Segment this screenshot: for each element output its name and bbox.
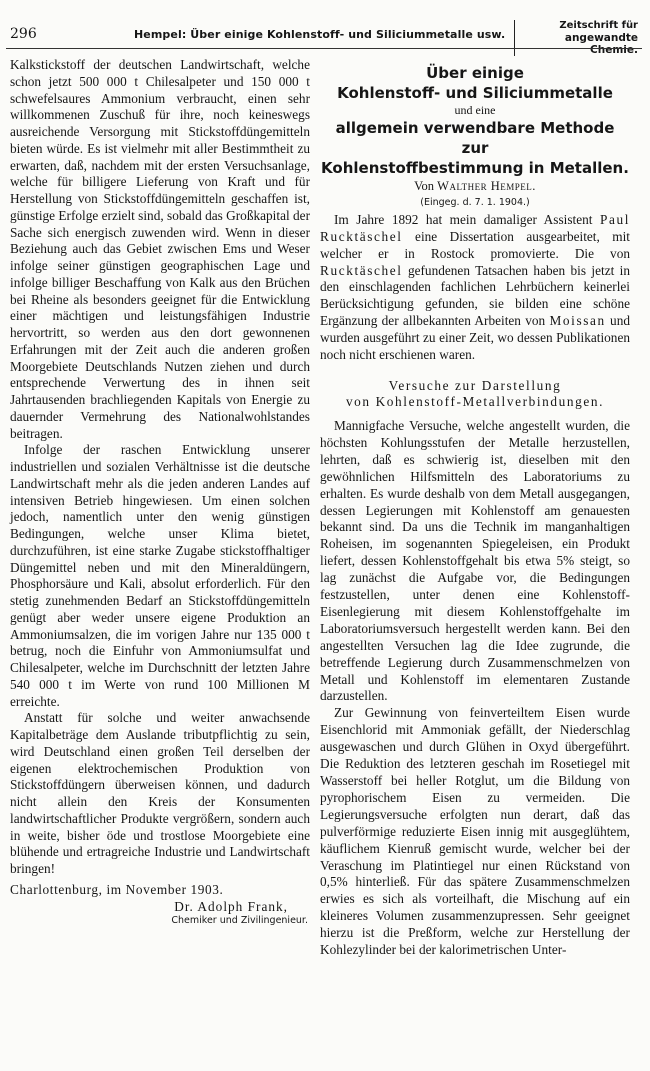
journal-line-1: Zeitschrift für xyxy=(559,20,638,31)
intro-text: und wurden ausgeführt zu einer Zeit, wo dessen Publikationen noch nicht erschienen waren. xyxy=(320,313,630,363)
article-title-line-2: Kohlenstoff- und Siliciummetalle xyxy=(337,84,613,102)
intro-text: eine Dissertation ausgearbeitet, mit welcher er in Rostock promovierte. Die von xyxy=(320,228,630,261)
byline-prefix: Von xyxy=(414,179,435,193)
signature-name: Dr. Adolph Frank, xyxy=(174,898,288,914)
article-title-line-1: Über einige xyxy=(426,64,524,82)
received-date: (Eingeg. d. 7. 1. 1904.) xyxy=(420,196,530,208)
header-rule xyxy=(6,48,642,49)
article-title-line-5: Kohlenstoffbestimmung in Metallen. xyxy=(321,159,629,177)
left-column xyxy=(10,57,310,927)
date-place-line: Charlottenburg, im November 1903. xyxy=(10,881,224,897)
byline xyxy=(320,178,630,195)
article-title-line-4: allgemein verwendbare Methode zur xyxy=(335,119,615,157)
author-name: Walther Hempel. xyxy=(437,179,536,193)
article-title-line-3: und eine xyxy=(454,103,496,117)
journal-name xyxy=(514,20,638,56)
intro-text: gefundenen Tatsachen haben bis jetzt in den einschlagenden fachlichen Lehrbüchern keinerlei Berücksichtigung gefunden, sie bilden eine schöne Ergänzung der allbekannten Arbeiten von xyxy=(320,262,630,329)
running-title: Hempel: Über einige Kohlenstoff- und Siliciummetalle usw. xyxy=(134,28,506,41)
page-number: 296 xyxy=(10,26,37,42)
person-name: Paul Rucktäschel xyxy=(320,211,631,244)
section-heading-line-1: Versuche zur Darstellung xyxy=(388,377,562,393)
body-paragraph: Zur Gewinnung von feinverteiltem Eisen wurde Eisenchlorid mit Ammoniak gefällt, der Niederschlag ausgewaschen und durch Glühen in Oxyd übergeführt. Die Reduktion des letzteren geschah im Rosetiegel mit Wasserstoff bei heller Rotglut, um die Bildung von pyrophorischem Eisen zu vermeiden. Die Legierungsversuche erfolgten nun derart, daß das pulverförmige reduzierte Eisen innig mit ausgeglühtem, käuflichem Kienruß gemischt wurde, welcher bei der Veraschung im Platintiegel nur einen Rückstand von 0,5% hinterließ. Für das spätere Zusammenschmelzen erwies es sich als vorteilhaft, die Mischung auf ein kleineres Volumen zusammenzupressen. Sehr geeignet hierzu ist die Preßform, welche zur Herstellung der Kohlezylinder bei der kalorimetrischen Unter- xyxy=(320,705,630,958)
intro-paragraph xyxy=(320,212,630,364)
body-paragraph: Mannigfache Versuche, welche angestellt wurden, die höchsten Kohlungsstufen der Metalle herzustellen, lehrten, daß es schwierig ist, dieselben mit den gewöhnlichen Hilfsmitteln des Laboratoriums zu erhalten. Es wurde deshalb von dem Metall ausgegangen, dessen Legierungen mit Kohlenstoff am genauesten bekannt sind. Da uns die Technik im manganhaltigen Roheisen, im sogenannten Spiegeleisen, ein Produkt liefert, dessen Kohlenstoffgehalt bis etwa 5% steigt, so lag zunächst die Aufgabe vor, die Bedingungen festzustellen, unter denen eine Kohlenstoff-Eisenlegierung mit diesem Kohlenstoffgehalte im Laboratoriumsversuch hergestellt werden kann. Bei den angestellten Versuchen lag die Idee zugrunde, die betreffende Legierung durch Zusammenschmelzen von Metall und Kohlenstoff im elementaren Zustande darzustellen. xyxy=(320,417,630,704)
left-paragraph: Kalkstickstoff der deutschen Landwirtschaft, welche schon jetzt 500 000 t Chilesalpeter und 150 000 t schwefelsaures Ammonium verbraucht, einen sehr willkommenen Zuschuß für ihre, noch keineswegs ausreichende Versorgung mit Stickstoffdüngemitteln bieten würde. Es ist vielmehr mit aller Bestimmtheit zu erwarten, daß, nachdem mit der ersten Versuchsanlage, welche für billigere Lieferung von Kraft und für Herstellung von Stickstoffdüngemitteln geschaffen ist, günstige Erfolge erzielt sind, sobald das Großkapital der Sache sich energisch zuwenden wird. Wenn in dieser Beziehung auch das Gebiet zwischen Ems und Weser infolge seiner günstigen geographischen Lage und infolge billiger Beschaffung von Kalk aus den Brüchen bei Rheine als besonders geeignet für die Entwicklung einer mächtigen und leistungsfähigen Industrie hervortritt, so werden aus den dort gewonnenen Erfahrungen mit der Zeit auch die anderen großen Moorgebiete Deutschlands Nutzen ziehen und durch entsprechende Verwertung des in ihnen seit Jahrtausenden brachliegenden Kapitals von Energie zu dauernder Vermehrung des Nationalwohlstandes beitragen. xyxy=(10,57,310,441)
left-paragraph: Anstatt für solche und weiter anwachsende Kapitalbeträge dem Auslande tributpflichtig zu sein, wird Deutschland einen großen Teil derselben der eigenen elektrochemischen Produktion von Stickstoffdüngern überweisen können, und dadurch nicht allein den Kreis der Konsumenten landwirtschaftlicher Produkte vergrößern, sondern auch in weite, bisher öde und trostlose Moorgebiete eine blühende und ertragreiche Industrie und Landwirtschaft bringen! xyxy=(10,710,310,876)
intro-text: Im Jahre 1892 hat mein damaliger Assistent xyxy=(334,211,593,227)
page-header xyxy=(6,8,642,56)
person-name: Moissan xyxy=(549,313,606,329)
signature-role: Chemiker und Zivilingenieur. xyxy=(171,915,308,927)
right-column xyxy=(320,63,630,959)
left-paragraph: Infolge der raschen Entwicklung unserer industriellen und sozialen Verhältnisse ist die deutsche Landwirtschaft mehr als die jeden anderen Landes auf intensiven Betrieb hingewiesen. Um einen solchen jedoch, namentlich unter den wenig günstigen Bedingungen, welche unser Klima bietet, durchzuführen, ist eine starke Zugabe stickstoffhaltiger Düngemittel neben und mit den Mineraldüngern, Phosphorsäure und Kali, absolut erforderlich. Für den stetig zunehmenden Bedarf an Stickstoffdüngemitteln genügt aber weder unsere eigene Produktion an Ammoniumsalzen, die im vorigen Jahre nur 135 000 t betrug, noch die Einfuhr von Ammoniumsulfat und Chilesalpeter, welche im Durchschnitt der letzten Jahre 540 000 t im Werte von rund 100 Millionen M erreichte. xyxy=(10,442,310,709)
section-heading xyxy=(320,378,630,410)
person-name: Rucktäschel xyxy=(320,262,403,278)
section-heading-line-2: von Kohlenstoff-Metallverbindungen. xyxy=(345,393,605,409)
journal-line-2: angewandte Chemie. xyxy=(564,32,638,56)
